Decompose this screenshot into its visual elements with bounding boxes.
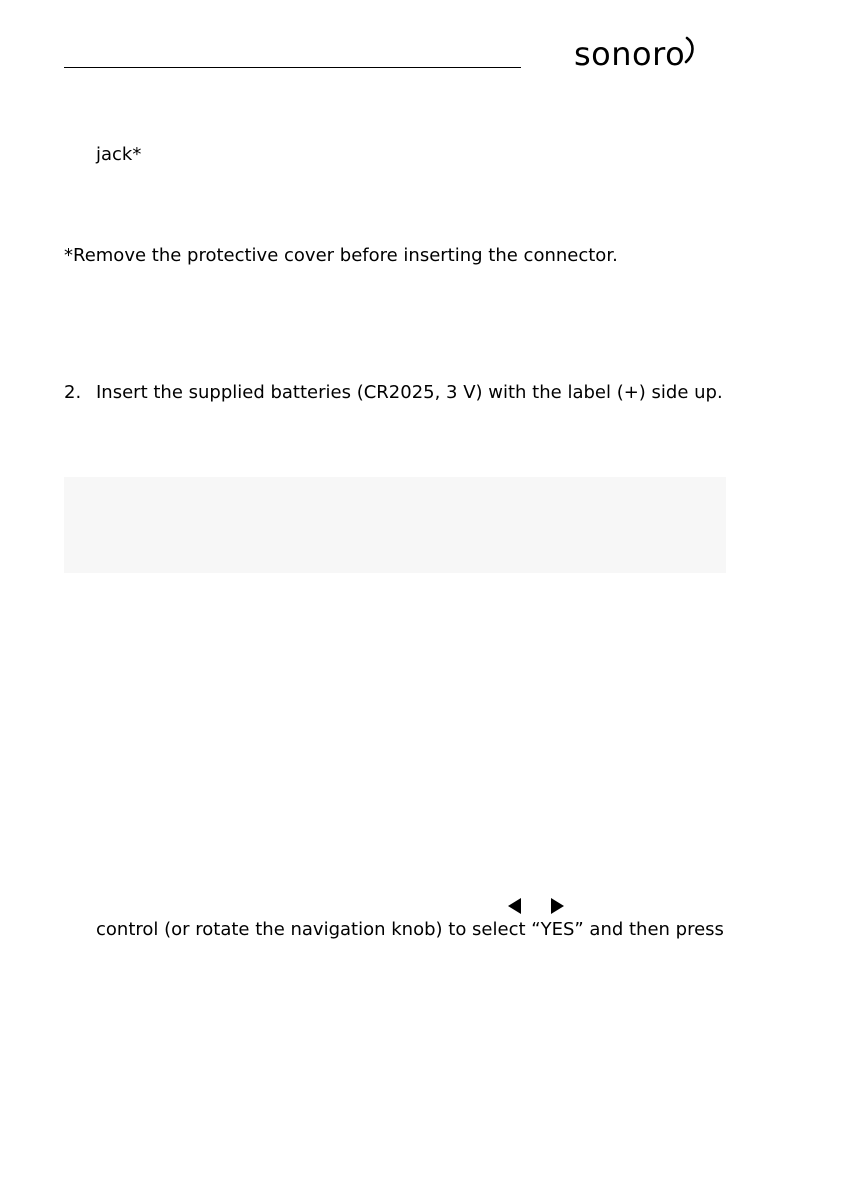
note-box [64, 477, 726, 573]
protective-cover-note: *Remove the protective cover before inserting the connector. [64, 245, 618, 266]
step-number: 2. [64, 382, 82, 403]
step-2-instruction: Insert the supplied batteries (CR2025, 3 V) with the label (+) side up. [96, 382, 723, 403]
control-instruction: control (or rotate the navigation knob) to select “YES” and then press [96, 919, 724, 940]
left-arrow-icon [508, 898, 521, 914]
brand-logo [574, 34, 697, 74]
header-rule [64, 67, 521, 68]
right-arrow-icon [551, 898, 564, 914]
jack-text: jack* [96, 144, 142, 165]
brand-name: sonoro [574, 35, 686, 73]
brand-swoosh-icon [683, 36, 697, 66]
